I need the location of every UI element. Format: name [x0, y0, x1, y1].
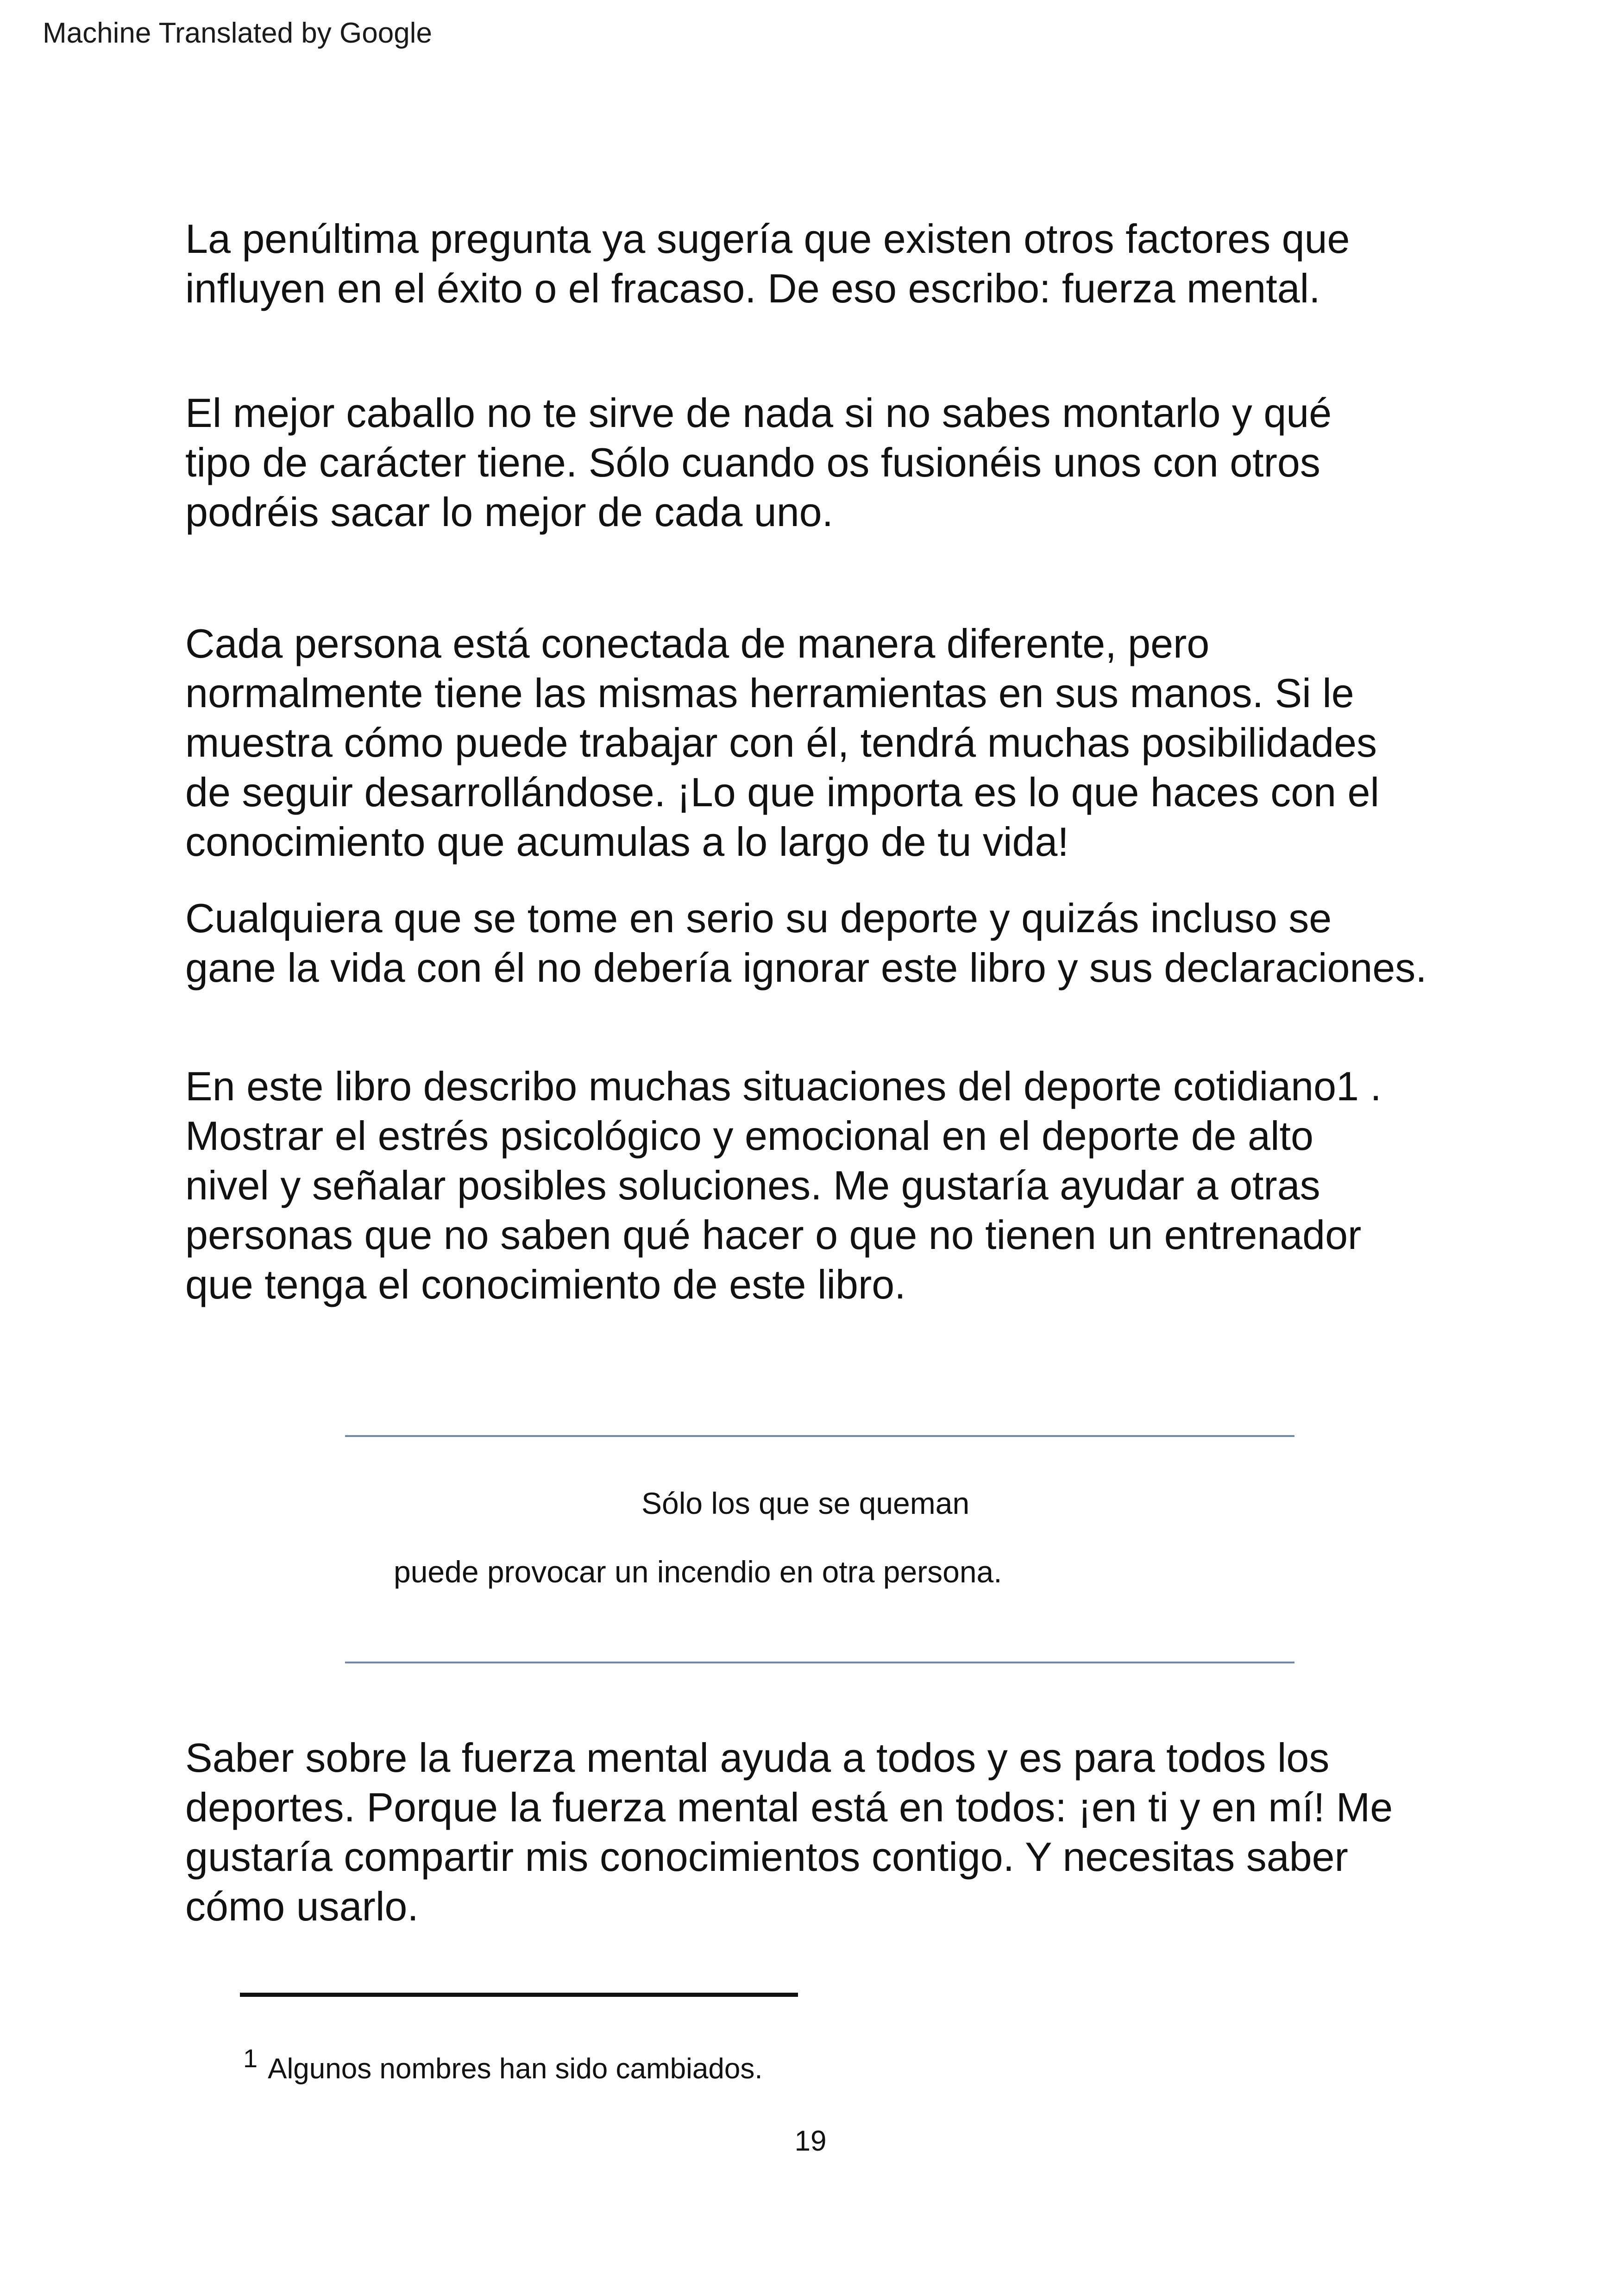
paragraph-line: Cualquiera que se tome en serio su deporte y quizás incluso se	[185, 895, 1332, 941]
footnote-text: Algunos nombres han sido cambiados.	[268, 2053, 763, 2085]
paragraph-line: En este libro describo muchas situaciones del deporte cotidiano1 .	[185, 1063, 1382, 1109]
paragraph-line: La penúltima pregunta ya sugería que existen otros factores que	[185, 216, 1350, 262]
paragraph-line: Cada persona está conectada de manera diferente, pero	[185, 621, 1210, 666]
paragraph-line: de seguir desarrollándose. ¡Lo que importa es lo que haces con el	[185, 769, 1380, 815]
paragraph-line: podréis sacar lo mejor de cada uno.	[185, 489, 834, 535]
paragraph-line: gane la vida con él no debería ignorar este libro y sus declaraciones.	[185, 945, 1427, 991]
quote-line-2: puede provocar un incendio en otra persona.	[394, 1555, 1002, 1589]
footnote	[243, 2040, 763, 2088]
paragraph-6	[185, 1733, 1510, 1931]
paragraph-line: personas que no saben qué hacer o que no tienen un entrenador	[185, 1212, 1362, 1258]
paragraph-line: gustaría compartir mis conocimientos contigo. Y necesitas saber	[185, 1834, 1348, 1880]
paragraph-line: que tenga el conocimiento de este libro.	[185, 1261, 906, 1307]
paragraph-line: Saber sobre la fuerza mental ayuda a todos y es para todos los	[185, 1735, 1330, 1781]
paragraph-line: conocimiento que acumulas a lo largo de tu vida!	[185, 819, 1069, 865]
quote-bottom-divider	[345, 1662, 1294, 1663]
paragraph-line: Mostrar el estrés psicológico y emocional en el deporte de alto	[185, 1113, 1313, 1159]
page-number: 19	[794, 2125, 827, 2157]
paragraph-line: deportes. Porque la fuerza mental está en todos: ¡en ti y en mí! Me	[185, 1784, 1393, 1830]
paragraph-line: tipo de carácter tiene. Sólo cuando os fusionéis unos con otros	[185, 439, 1320, 485]
quote-top-divider	[345, 1435, 1294, 1437]
quote-line-1: Sólo los que se queman	[641, 1486, 970, 1520]
paragraph-line: normalmente tiene las mismas herramientas en sus manos. Si le	[185, 670, 1354, 716]
paragraph-line: nivel y señalar posibles soluciones. Me gustaría ayudar a otras	[185, 1162, 1320, 1208]
translation-notice: Machine Translated by Google	[43, 17, 432, 49]
footnote-divider	[240, 1993, 798, 1997]
paragraph-1	[185, 214, 1510, 313]
paragraph-5	[185, 1061, 1510, 1309]
paragraph-line: El mejor caballo no te sirve de nada si no sabes montarlo y qué	[185, 390, 1332, 436]
paragraph-4	[185, 893, 1510, 992]
paragraph-line: muestra cómo puede trabajar con él, tendrá muchas posibilidades	[185, 720, 1377, 765]
paragraph-line: cómo usarlo.	[185, 1883, 419, 1929]
paragraph-3	[185, 619, 1510, 866]
footnote-marker: 1	[243, 2044, 258, 2073]
paragraph-line: influyen en el éxito o el fracaso. De eso escribo: fuerza mental.	[185, 265, 1320, 311]
paragraph-2	[185, 388, 1510, 537]
